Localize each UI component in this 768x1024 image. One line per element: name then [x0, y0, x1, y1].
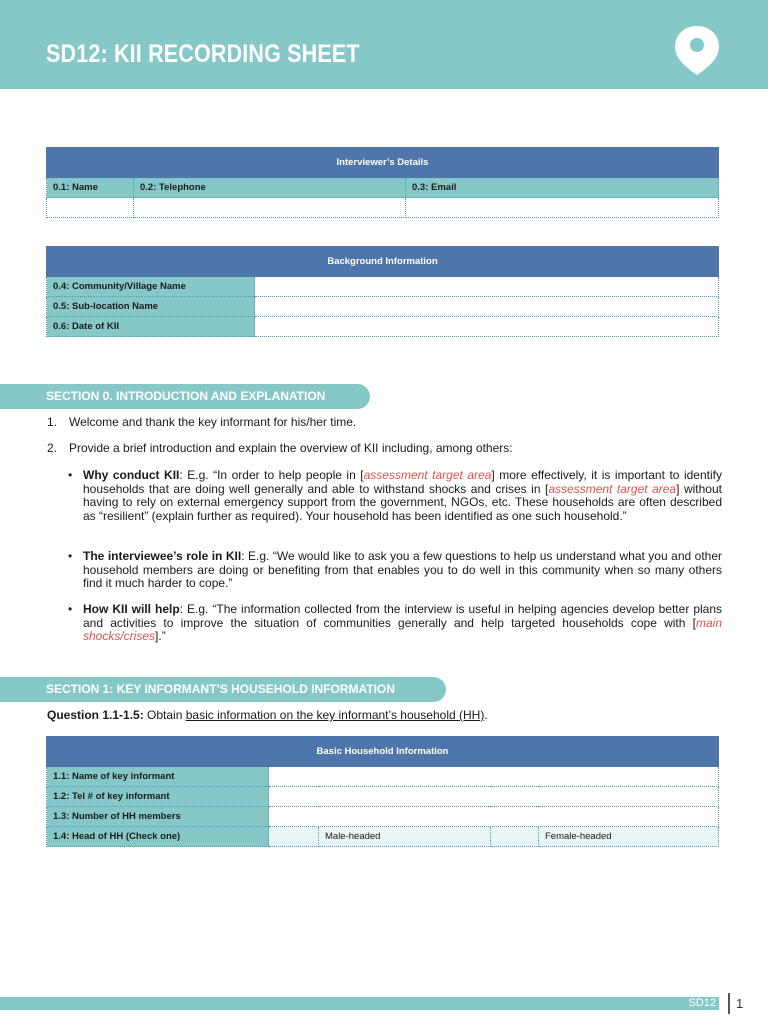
bullet-label: Why conduct KII [83, 468, 180, 482]
item-number: 2. [47, 441, 58, 455]
background-info-table [46, 246, 719, 337]
informant-tel-field[interactable] [269, 787, 719, 807]
community-field[interactable] [255, 277, 719, 297]
bullet-interviewee-role [68, 550, 722, 591]
household-info-table [46, 736, 719, 847]
informant-name-label: 1.1: Name of key informant [47, 767, 269, 787]
bullet-dot: • [68, 602, 73, 616]
date-field[interactable] [255, 317, 719, 337]
section-1-heading: SECTION 1: KEY INFORMANT’S HOUSEHOLD INFORMATION [0, 677, 446, 702]
page-number: 1 [736, 996, 744, 1011]
email-label: 0.3: Email [406, 178, 719, 198]
community-label: 0.4: Community/Village Name [47, 277, 255, 297]
telephone-field[interactable] [134, 198, 406, 218]
bullet-dot: • [68, 468, 73, 482]
location-pin-icon [673, 24, 721, 76]
telephone-label: 0.2: Telephone [134, 178, 406, 198]
placeholder-text: main shocks/crises [83, 615, 722, 643]
male-headed-checkbox[interactable] [269, 827, 319, 847]
footer-band [0, 997, 719, 1010]
placeholder-text: assessment target area [548, 481, 677, 496]
bullet-text: ] without having to rely on external emergency support from the government, NGOs, etc. These households are often described as “resilient” (explain further as required). Your household has been identified as one such household.” [83, 481, 722, 523]
section-0-heading: SECTION 0. INTRODUCTION AND EXPLANATION [0, 384, 370, 409]
item-number: 1. [47, 415, 58, 429]
question-text: . [484, 708, 488, 722]
bullet-text: : E.g. “The information collected from the interview is useful in helping agencies develop better plans and activities to improve the situation of communities generally and help targeted households cope with [ [83, 602, 723, 630]
footer-divider [728, 993, 730, 1014]
page-title: SD12: KII RECORDING SHEET [46, 40, 360, 68]
table-title: Interviewer’s Details [47, 148, 719, 178]
question-underlined-text: basic information on the key informant’s household (HH) [185, 708, 485, 722]
female-headed-checkbox[interactable] [491, 827, 539, 847]
bullet-dot: • [68, 549, 73, 563]
placeholder-text: assessment target area [363, 468, 492, 482]
question-instruction [47, 708, 488, 722]
bullet-why-conduct-kii [68, 469, 722, 523]
bullet-text: : E.g. “We would like to ask you a few questions to help us understand what you and other household members are doing or benefiting from that enables you to do well in this community when so many others find it much harder to cope.” [83, 549, 723, 590]
list-item [47, 442, 513, 456]
question-text: Obtain [143, 708, 186, 722]
hh-members-label: 1.3: Number of HH members [47, 807, 269, 827]
sublocation-label: 0.5: Sub-location Name [47, 297, 255, 317]
informant-name-field[interactable] [269, 767, 719, 787]
item-text: Provide a brief introduction and explain the overview of KII including, among others: [69, 441, 513, 455]
name-field[interactable] [47, 198, 134, 218]
name-label: 0.1: Name [47, 178, 134, 198]
item-text: Welcome and thank the key informant for his/her time. [69, 415, 357, 429]
hh-members-field[interactable] [269, 807, 719, 827]
female-headed-option: Female-headed [539, 827, 719, 847]
informant-tel-label: 1.2: Tel # of key informant [47, 787, 269, 807]
bullet-label: How KII will help [83, 602, 180, 616]
bullet-text: : E.g. “In order to help people in [ [179, 468, 364, 482]
list-item [47, 416, 356, 430]
bullet-label: The interviewee’s role in KII [83, 549, 242, 563]
table-title: Basic Household Information [47, 737, 719, 767]
date-label: 0.6: Date of KII [47, 317, 255, 337]
male-headed-option: Male-headed [319, 827, 491, 847]
sublocation-field[interactable] [255, 297, 719, 317]
interviewer-details-table [46, 147, 719, 218]
bullet-how-kii-will-help [68, 603, 722, 644]
question-label: Question 1.1-1.5: [47, 708, 144, 722]
head-of-hh-label: 1.4: Head of HH (Check one) [47, 827, 269, 847]
bullet-text: ].” [155, 629, 166, 643]
bullet-text: ] more effectively, it is important to identify households that are doing well generally and able to withstand shocks and crises in [ [83, 468, 722, 496]
table-title: Background Information [47, 247, 719, 277]
footer-doc-code: SD12 [688, 997, 716, 1009]
email-field[interactable] [406, 198, 719, 218]
